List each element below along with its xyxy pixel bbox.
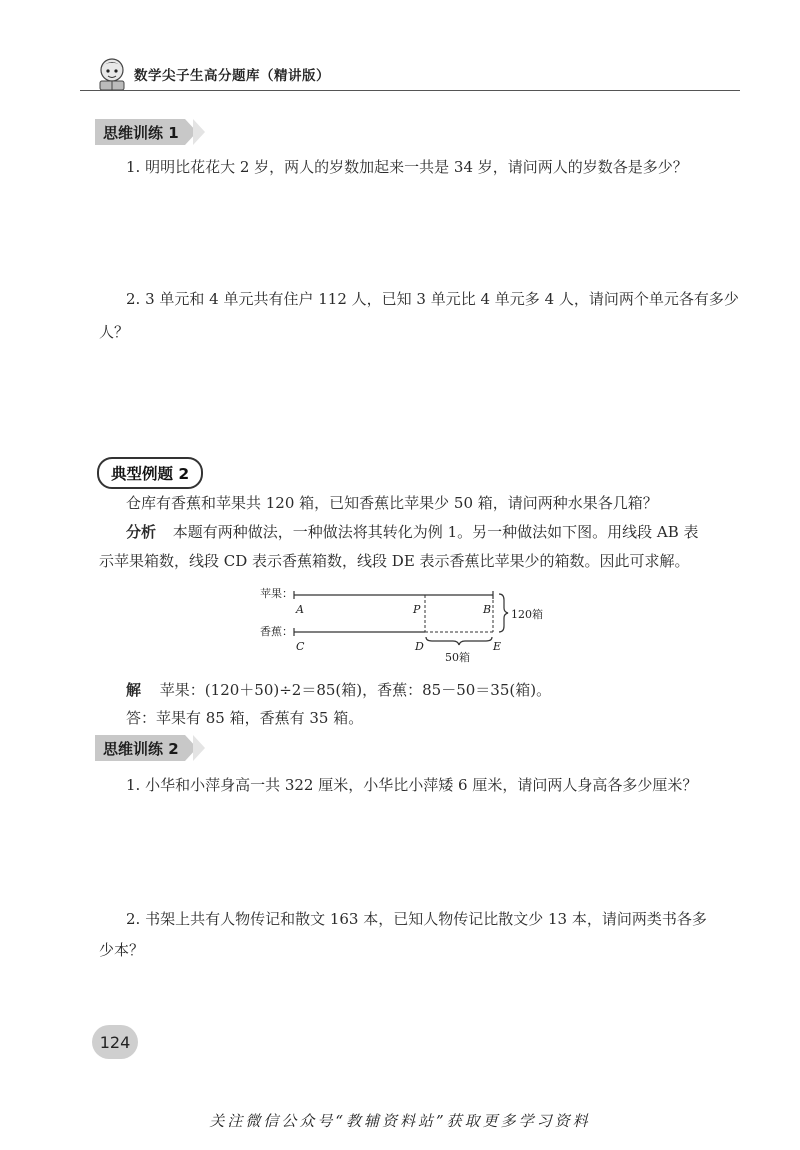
question-2-line-1: 2. 3 单元和 4 单元共有住户 112 人，已知 3 单元比 4 单元多 4 人，请问两个单元各有多少 bbox=[126, 290, 739, 308]
point-c: C bbox=[296, 640, 305, 653]
total-label: 120箱 bbox=[511, 608, 543, 621]
answer-text: 答：苹果有 85 箱，香蕉有 35 箱。 bbox=[126, 709, 364, 727]
total-brace-icon bbox=[499, 594, 508, 632]
solution-text: 苹果：(120＋50)÷2＝85(箱)，香蕉：85－50＝35(箱)。 bbox=[159, 681, 552, 699]
analysis-line-1: 本题有两种做法，一种做法将其转化为例 1。另一种做法如下图。用线段 AB 表 bbox=[172, 523, 699, 541]
student-mascot-icon bbox=[94, 56, 130, 92]
diff-label: 50箱 bbox=[445, 651, 470, 664]
question-2-line-2: 人？ bbox=[99, 323, 130, 341]
book-title: 数学尖子生高分题库（精讲版） bbox=[134, 68, 330, 84]
solution-label: 解 bbox=[126, 681, 142, 699]
analysis-label: 分析 bbox=[126, 523, 157, 541]
section-title: 思维训练 1 bbox=[95, 119, 185, 145]
apple-label: 苹果： bbox=[260, 587, 293, 600]
point-d: D bbox=[415, 640, 424, 653]
tab-arrow-shadow-icon bbox=[193, 119, 205, 145]
point-a: A bbox=[296, 603, 304, 616]
point-b: B bbox=[483, 603, 492, 616]
question-1: 1. 明明比花花大 2 岁，两人的岁数加起来一共是 34 岁，请问两人的岁数各是多少？ bbox=[126, 158, 688, 176]
page-number: 124 bbox=[92, 1025, 138, 1059]
question-1: 1. 小华和小萍身高一共 322 厘米，小华比小萍矮 6 厘米，请问两人身高各多少厘米？ bbox=[126, 776, 698, 794]
tab-arrow-shadow-icon bbox=[193, 735, 205, 761]
point-p: P bbox=[413, 603, 421, 616]
point-e: E bbox=[493, 640, 502, 653]
banana-label: 香蕉： bbox=[260, 625, 293, 638]
example-title: 典型例题 2 bbox=[97, 457, 203, 489]
section-tab-training-1 bbox=[95, 119, 205, 145]
diff-brace-icon bbox=[426, 637, 492, 645]
footer-note: 关注微信公众号“教辅资料站”获取更多学习资料 bbox=[209, 1112, 591, 1130]
question-2-line-1: 2. 书架上共有人物传记和散文 163 本，已知人物传记比散文少 13 本，请问两类书各多 bbox=[126, 910, 707, 928]
analysis-line-2: 示苹果箱数，线段 CD 表示香蕉箱数，线段 DE 表示香蕉比苹果少的箱数。因此可求解。 bbox=[99, 552, 690, 570]
section-tab-training-2 bbox=[95, 735, 205, 761]
header-divider bbox=[80, 90, 740, 91]
section-title: 思维训练 2 bbox=[95, 735, 185, 761]
question-2-line-2: 少本？ bbox=[99, 941, 145, 959]
line-segment-diagram bbox=[250, 582, 560, 666]
example-problem: 仓库有香蕉和苹果共 120 箱，已知香蕉比苹果少 50 箱，请问两种水果各几箱？ bbox=[126, 494, 658, 512]
